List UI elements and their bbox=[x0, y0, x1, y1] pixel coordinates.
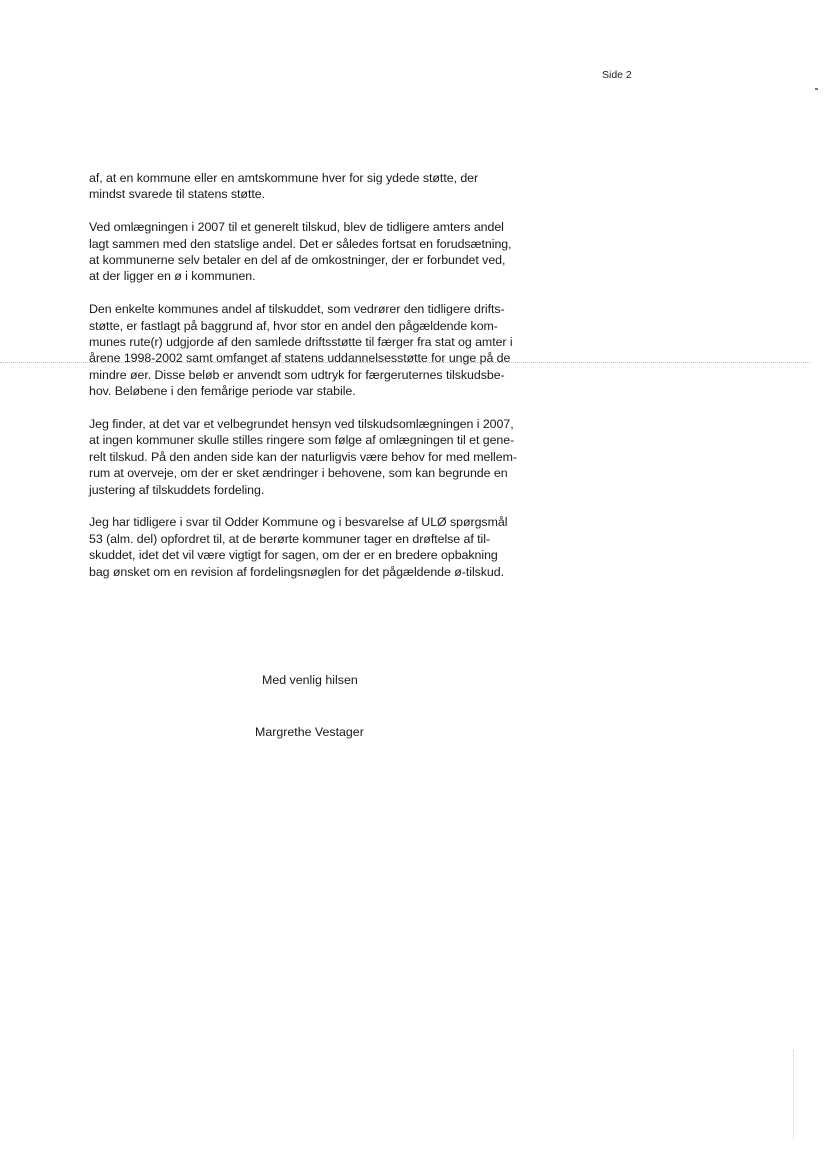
text-line: hov. Beløbene i den femårige periode var stabile. bbox=[89, 384, 356, 399]
text-line: lagt sammen med den statslige andel. Det er således fortsat en forudsætning, bbox=[89, 236, 512, 251]
text-line: mindre øer. Disse beløb er anvendt som udtryk for færgeruternes tilskudsbe- bbox=[89, 367, 505, 382]
text-line: støtte, er fastlagt på baggrund af, hvor stor en andel den pågældende kom- bbox=[89, 318, 498, 333]
paragraph-2 bbox=[89, 219, 559, 285]
paragraph-5 bbox=[89, 514, 559, 580]
closing-greeting: Med venlig hilsen bbox=[262, 673, 358, 687]
paragraph-1 bbox=[89, 170, 559, 203]
text-line: skuddet, idet det vil være vigtigt for sagen, om der er en bredere opbakning bbox=[89, 548, 498, 563]
paragraph-4 bbox=[89, 416, 559, 498]
text-line: rum at overveje, om der er sket ændringer i behovene, som kan begrunde en bbox=[89, 466, 508, 481]
paragraph-3 bbox=[89, 301, 559, 399]
text-line: munes rute(r) udgjorde af den samlede driftsstøtte til færger fra stat og amter i bbox=[89, 335, 513, 350]
text-line: af, at en kommune eller en amtskommune hver for sig ydede støtte, der bbox=[89, 171, 479, 185]
page-number: Side 2 bbox=[602, 69, 632, 81]
text-line: Ved omlægningen i 2007 til et generelt tilskud, blev de tidligere amters andel bbox=[89, 220, 504, 235]
text-line: 53 (alm. del) opfordret til, at de berørte kommuner tager en drøftelse af til- bbox=[89, 531, 491, 546]
text-line: at der ligger en ø i kommunen. bbox=[89, 269, 256, 284]
text-line: at kommunerne selv betaler en del af de omkostninger, der er forbundet ved, bbox=[89, 253, 506, 268]
text-line: bag ønsket om en revision af fordelingsnøglen for det pågældende ø-tilskud. bbox=[89, 564, 505, 579]
text-line: justering af tilskuddets fordeling. bbox=[89, 482, 265, 497]
text-line: relt tilskud. På den anden side kan der naturligvis være behov for med mellem- bbox=[89, 449, 517, 464]
text-line: Jeg har tidligere i svar til Odder Kommune og i besvarelse af ULØ spørgsmål bbox=[89, 515, 508, 530]
text-line: Den enkelte kommunes andel af tilskuddet, som vedrører den tidligere drifts- bbox=[89, 302, 505, 317]
letter-body bbox=[89, 170, 559, 596]
text-line: at ingen kommuner skulle stilles ringere som følge af omlægningen til et gene- bbox=[89, 433, 515, 448]
scan-edge-mark bbox=[815, 88, 818, 90]
text-line: Jeg finder, at det var et velbegrundet hensyn ved tilskudsomlægningen i 2007, bbox=[89, 417, 514, 432]
signature-name: Margrethe Vestager bbox=[255, 725, 364, 739]
text-line: årene 1998-2002 samt omfanget af statens uddannelsesstøtte for unge på de bbox=[89, 351, 511, 366]
scan-edge-specks bbox=[793, 1050, 796, 1140]
text-line: mindst svarede til statens støtte. bbox=[89, 187, 265, 202]
